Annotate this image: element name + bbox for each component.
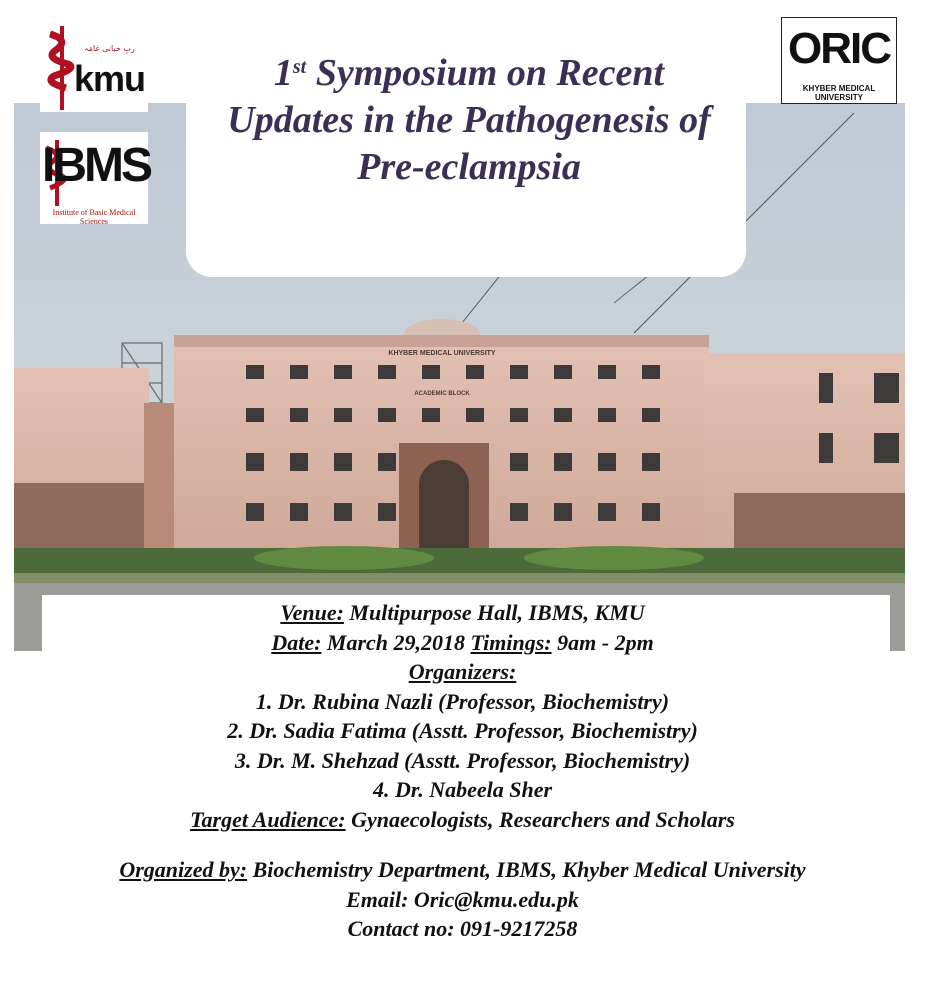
building-sign: KHYBER MEDICAL UNIVERSITY xyxy=(388,350,496,357)
venue-label: Venue: xyxy=(280,600,344,625)
ibms-logo-text: IBMS xyxy=(42,139,150,192)
kmu-logo-text: kmu xyxy=(74,58,146,99)
organizer-item: 4. Dr. Nabeela Sher xyxy=(372,777,553,802)
event-details xyxy=(0,598,925,944)
email-line: Email: Oric@kmu.edu.pk xyxy=(346,886,579,912)
venue-value: Multipurpose Hall, IBMS, KMU xyxy=(343,600,645,625)
kmu-urdu-text: ربِ حبانی غامَہ xyxy=(84,44,135,53)
organized-by-value: Biochemistry Department, IBMS, Khyber Medical University xyxy=(247,857,806,882)
title-ordinal-suffix: st xyxy=(292,56,307,78)
oric-logo xyxy=(781,17,897,104)
block-sign: ACADEMIC BLOCK xyxy=(414,391,470,397)
venue-row xyxy=(0,598,925,628)
timings-label: Timings: xyxy=(470,629,552,655)
title-ordinal: 1 xyxy=(273,52,293,94)
audience-value: Gynaecologists, Researchers and Scholars xyxy=(345,806,735,832)
title-line3: Pre-eclampsia xyxy=(357,146,581,188)
organizers-heading xyxy=(0,657,925,687)
ibms-logo-subtitle: Institute of Basic Medical Sciences xyxy=(52,208,136,226)
ibms-logo xyxy=(40,132,148,224)
timings-value: 9am - 2pm xyxy=(551,629,654,655)
oric-logo-text: ORIC xyxy=(788,24,890,73)
kmu-logo xyxy=(40,24,148,112)
date-row xyxy=(0,628,925,658)
title-line1: Symposium on Recent xyxy=(306,52,665,94)
organized-by-label: Organized by: xyxy=(119,857,248,882)
organizer-item: 1. Dr. Rubina Nazli (Professor, Biochemistry) xyxy=(255,688,670,714)
oric-logo-subtitle: KHYBER MEDICAL UNIVERSITY xyxy=(802,84,876,102)
symposium-title xyxy=(186,44,752,191)
organized-by-row xyxy=(0,855,925,885)
organizer-item: 2. Dr. Sadia Fatima (Asstt. Professor, Biochemistry) xyxy=(227,718,698,743)
date-value: March 29,2018 xyxy=(321,629,471,655)
title-line2: Updates in the Pathogenesis of xyxy=(227,99,711,141)
organizer-item: 3. Dr. M. Shehzad (Asstt. Professor, Biochemistry) xyxy=(234,747,691,773)
organizers-label: Organizers: xyxy=(408,659,517,684)
audience-row xyxy=(0,805,925,835)
contact-line: Contact no: 091-9217258 xyxy=(347,916,578,941)
date-label: Date: xyxy=(271,629,322,655)
audience-label: Target Audience: xyxy=(190,806,346,832)
